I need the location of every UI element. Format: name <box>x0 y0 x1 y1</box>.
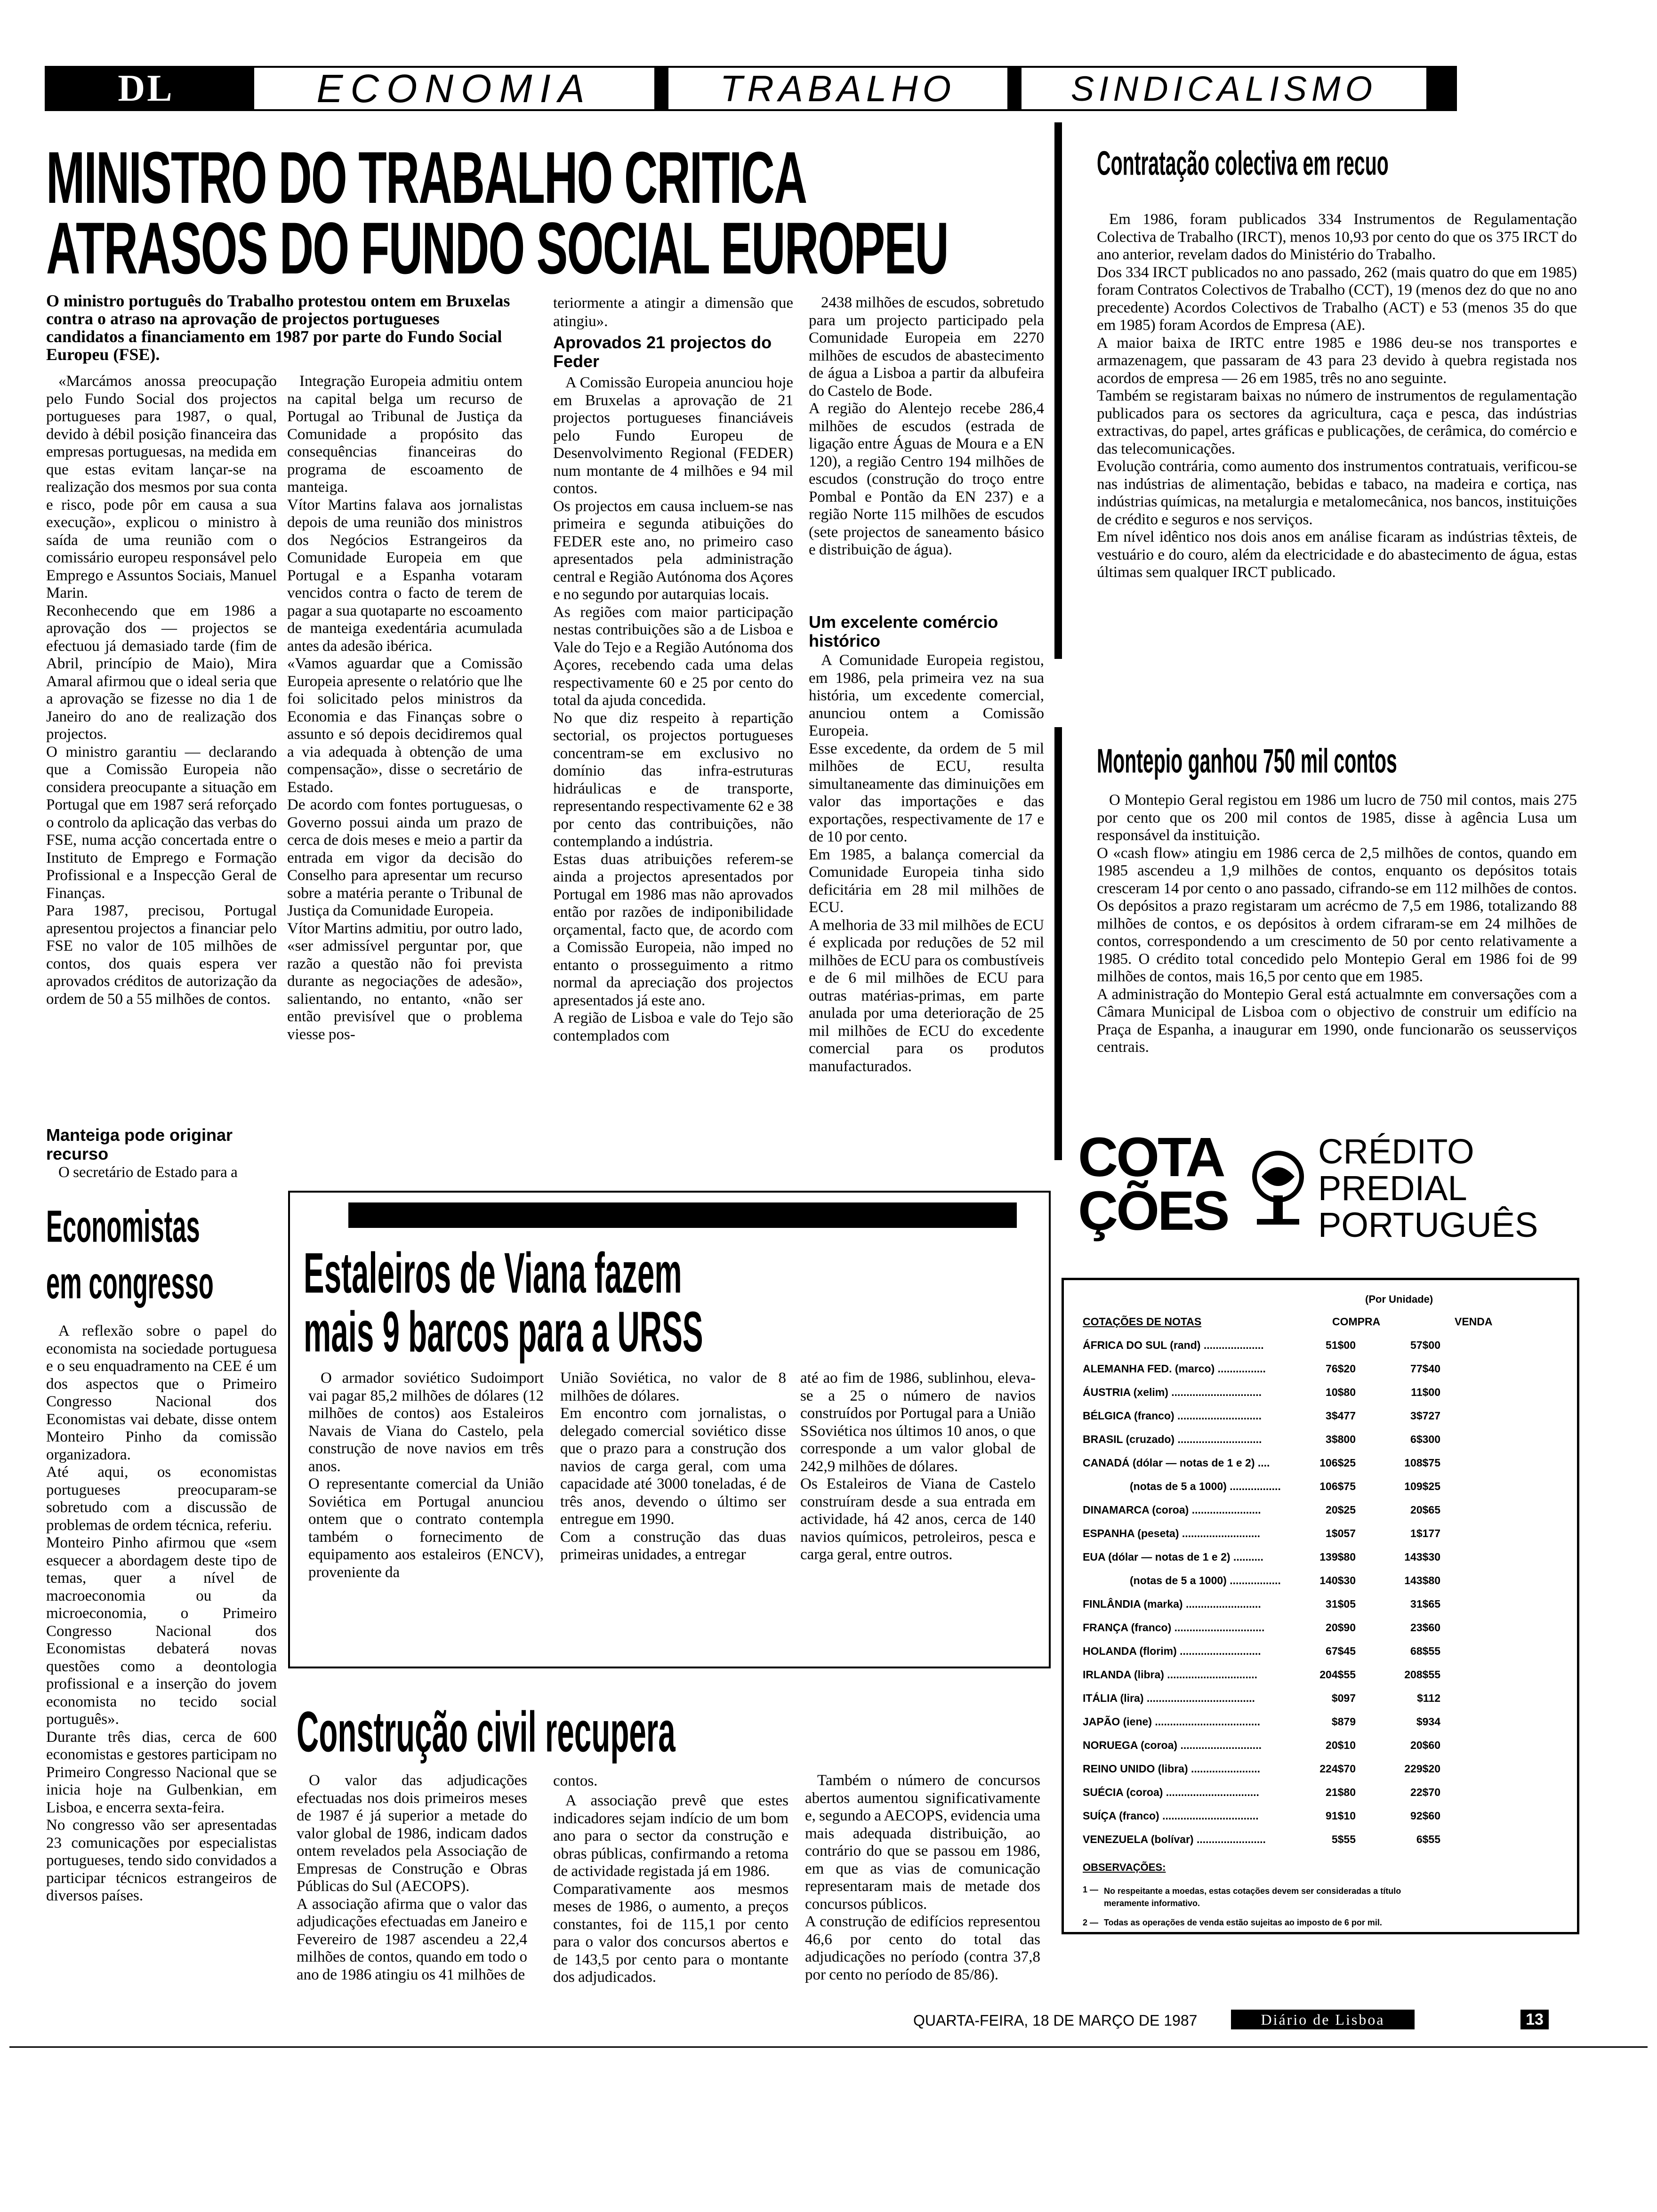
bank-name-1: CRÉDITO <box>1318 1132 1474 1171</box>
bank-name-3: PORTUGUÊS <box>1318 1205 1538 1244</box>
cotacoes-obs1: No respeitante a moedas, estas cotações devem ser consideradas a título meramente informativo. <box>1104 1886 1401 1908</box>
row-sell: 92$60 <box>1410 1810 1440 1822</box>
row-buy: 5$55 <box>1331 1833 1356 1845</box>
row-sell: 20$60 <box>1410 1739 1440 1751</box>
row-sell: 6$55 <box>1416 1833 1440 1845</box>
tab-economia <box>254 68 654 109</box>
tab-trabalho <box>668 68 1007 109</box>
row-currency: EUA (dólar — notas de 1 e 2) .......... <box>1083 1551 1263 1563</box>
row-buy: 139$80 <box>1319 1551 1356 1563</box>
main-col1: «Marcámos anossa preocupação pelo Fundo Social dos projectos portugueses para 1987, o qual, devido à débil posição financeira das empresas portuguesas, na medida em que estas evitam lançar-se na realização dos mesmos por sua conta e risco, pode pôr em causa a sua execução», explicou o ministro à saída de uma reunião com o comissário europeu responsável pelo Emprego e Assuntos Sociais, Manuel Marin. Reconhecendo que em 1986 a aprovação dos — projectos se efectuou já demasiado tarde (fim de Abril, princípio de Maio), Mira Amaral afirmou que o ideal seria que a aprovação se fizesse no dia 1 de Janeiro do ano de realização dos projectos. O ministro garantiu — declarando que a Comissão Europeia não considera preocupante a situação em Portugal que em 1987 será reforçado o controlo da aplicação das verbas do FSE, numa acção concertada entre o Instituto de Emprego e Formação Profissional e a Inspecção Geral de Finanças. Para 1987, precisou, Portugal apresentou projectos a financiar pelo FSE no valor de 105 milhões de contos, dos quais espera ver aprovados créditos de autorização da ordem de 50 a 55 milhões de contos. <box>46 373 277 1008</box>
economistas-body: A reflexão sobre o papel do economista na sociedade portuguesa e o seu enquadramento na CEE é um dos aspectos que o Primeiro Congresso Nacional dos Economistas vai debate, disse ontem Monteiro Pinho da comissão organizadora. Até aqui, os economistas portugueses preocuparam-se sobretudo com a discussão de problemas de ordem técnica, referiu. Monteiro Pinho afirmou que «sem esquecer a abordagem deste tipo de temas, quer a nível de macroeconomia ou da microeconomia, o Primeiro Congresso Nacional dos Economistas debaterá novas questões como a deontologia profissional e a inserção do jovem economista no tecido social português». Durante três dias, cerca de 600 economistas e gestores participam no Primeiro Congresso Nacional que se inicia hoje na Gulbenkian, em Lisboa, e encerra sexta-feira. No congresso vão ser apresentadas 23 comunicações por especialistas portugueses, tendo sido convidados a participar técnicos estrangeiros de diversos países. <box>46 1322 277 1904</box>
estaleiros-col2: União Soviética, no valor de 8 milhões de dólares. Em encontro com jornalistas, o delegado comercial soviético disse que o prazo para a construção dos navios de carga geral, com uma capacidade até 3000 toneladas, é de três anos, devendo o último ser entregue em 1990. Com a construção das duas primeiras unidades, a entregar <box>560 1370 786 1563</box>
sub-comercio: Um excelente comércio histórico <box>809 612 998 650</box>
row-currency: SUÍÇA (franco) ................................ <box>1083 1810 1259 1822</box>
row-buy: 20$10 <box>1326 1739 1356 1751</box>
row-buy: 31$05 <box>1326 1598 1356 1610</box>
row-buy: 91$10 <box>1326 1810 1356 1822</box>
estaleiros-title-line1: Estaleiros de Viana fazem <box>304 1241 682 1305</box>
dl-logo: DL <box>118 67 174 109</box>
row-buy: 204$55 <box>1319 1668 1356 1681</box>
cotacoes-col-buy: COMPRA <box>1332 1315 1381 1328</box>
cotacoes-logo-word1: COTA <box>1078 1126 1224 1188</box>
row-buy: 140$30 <box>1319 1574 1356 1587</box>
cotacoes-unit: (Por Unidade) <box>1365 1293 1433 1305</box>
row-currency: CANADÁ (dólar — notas de 1 e 2) .... <box>1083 1457 1270 1469</box>
row-currency: REINO UNIDO (libra) ....................... <box>1083 1763 1260 1775</box>
table-row <box>1083 1362 1440 1386</box>
main-headline-line2: ATRASOS DO FUNDO SOCIAL EUROPEU <box>46 208 948 290</box>
table-row <box>1083 1621 1440 1645</box>
table-row <box>1083 1504 1440 1527</box>
main-headline-line1: MINISTRO DO TRABALHO CRITICA <box>46 137 807 219</box>
row-buy: 20$90 <box>1326 1621 1356 1634</box>
main-col1-end: O secretário de Estado para a <box>58 1164 238 1181</box>
row-sell: 77$40 <box>1410 1362 1440 1375</box>
row-currency: ALEMANHA FED. (marco) ................ <box>1083 1362 1266 1375</box>
table-row <box>1083 1457 1440 1480</box>
row-currency: BRASIL (cruzado) ............................ <box>1083 1433 1262 1445</box>
montepio-body: O Montepio Geral registou em 1986 um lucro de 750 mil contos, mais 275 por cento que os 200 mil contos de 1985, disse à agência Lusa um responsável da instituição. O «cash flow» atingiu em 1986 cerca de 2,5 milhões de contos, quando em 1985 ascendeu a 1,9 milhões de contos, enquanto os depósitos totais cresceram 14 por cento o ano passado, cifrando-se em 112 milhões de contos. Os depósitos a prazo registaram um acrécmo de 7,5 em 1986, totalizando 88 milhões de contos, e os depósitos à ordem cifraram-se em 24 milhões de contos, correspondendo a um crescimento de 50 por cento relativamente a 1985. O crédito total concedido pelo Montepio Geral em 1986 foi de 99 milhões de contos, mais 16,5 por cento que em 1985. A administração do Montepio Geral está actualmnte em conversações com a Câmara Municipal de Lisboa com o objectivo de construir um edifício na Praça de Espanha, a inaugurar em 1990, onde funcionarão os seusserviços centrais. <box>1097 792 1577 1056</box>
tab-sindicalismo-label: SINDICALISMO <box>1070 69 1377 108</box>
row-currency: ITÁLIA (lira) .................................... <box>1083 1692 1255 1704</box>
row-sell: $112 <box>1417 1692 1440 1704</box>
row-sell: 1$177 <box>1410 1527 1440 1539</box>
table-row <box>1083 1574 1440 1598</box>
estaleiros-top-bar <box>348 1202 1017 1228</box>
row-sell: 3$727 <box>1410 1410 1440 1422</box>
row-currency: NORUEGA (coroa) ........................... <box>1083 1739 1262 1751</box>
row-sell: 143$80 <box>1404 1574 1440 1587</box>
main-col3: A Comissão Europeia anunciou hoje em Bruxelas a aprovação de 21 projectos portugueses financiáveis pelo Fundo Europeu de Desenvolvimento Regional (FEDER) num montante de 4 milhões e 94 mil contos. Os projectos em causa incluem-se nas primeira e segunda atibuições do FEDER este ano, no primeiro caso apresentados pela administração central e Região Autónoma dos Açores e no segundo por autarquias locais. As regiões com maior participação nestas contribuições são a de Lisboa e Vale do Tejo e a Região Autónoma dos Açores, recebendo cada uma delas respectivamente 60 e 25 por cento do total da ajuda concedida. No que diz respeito à repartição sectorial, os projectos portugueses concentram-se em exclusivo no domínio das infra-estruturas hidráulicas e de transporte, representando respectivamente 62 e 38 por cento das contribuições, não contemplando a indústria. Estas duas atribuições referem-se ainda a projectos apresentados por Portugal em 1986 mas não aprovados então por razões de indiponibilidade orçamental, facto que, de acordo com a Comissão Europeia, não imped no entanto o prosseguimento a ritmo normal da apreciação dos projectos apresentados já este ano. A região de Lisboa e vale do Tejo são contemplados com <box>553 374 793 1044</box>
row-sell: 208$55 <box>1404 1668 1440 1681</box>
footer-date: QUARTA-FEIRA, 18 DE MARÇO DE 1987 <box>913 2012 1198 2029</box>
table-row <box>1083 1480 1440 1504</box>
row-buy: 20$25 <box>1326 1504 1356 1516</box>
table-row <box>1083 1551 1440 1574</box>
main-col3-start: teriormente a atingir a dimensão que atingiu». <box>553 295 793 330</box>
row-buy: 3$800 <box>1326 1433 1356 1445</box>
row-buy: 3$477 <box>1326 1410 1356 1422</box>
row-buy: $097 <box>1331 1692 1356 1704</box>
row-sell: 31$65 <box>1410 1598 1440 1610</box>
row-buy: $879 <box>1331 1715 1356 1728</box>
row-buy: 10$80 <box>1326 1386 1356 1398</box>
estaleiros-col3: até ao fim de 1986, sublinhou, eleva-se a 25 o número de navios construídos por Portugal para a União SSoviética nos últimos 10 anos, o que corresponde a um valor global de 242,9 milhões de dólares. Os Estaleiros de Viana de Castelo construíram desde a sua entrada em actividade, há 42 anos, cerca de 140 navios químicos, petroleiros, pesca e carga geral, entre outros. <box>800 1370 1036 1563</box>
economistas-title-line2: em congresso <box>46 1257 214 1308</box>
table-row <box>1083 1715 1440 1739</box>
construcao-col1: O valor das adjudicações efectuadas nos dois primeiros meses de 1987 é já superior a metade do valor global de 1986, indicam dados ontem revelados pela Associação de Empresas de Construção e Obras Públicas do Sul (AECOPS). A associação afirma que o valor das adjudicações efectuadas em Janeiro e Fevereiro de 1987 ascendeu a 22,4 milhões de contos, quando em todo o ano de 1986 atingiu os 41 milhões de <box>297 1772 527 1983</box>
row-sell: 143$30 <box>1404 1551 1440 1563</box>
cotacoes-col-sell: VENDA <box>1455 1315 1493 1328</box>
row-buy: 67$45 <box>1326 1645 1356 1657</box>
tab-trabalho-label: TRABALHO <box>720 67 956 109</box>
main-col4: 2438 milhões de escudos, sobretudo para um projecto participado pela Comunidade Europeia em 2270 milhões de escudos de abastecimento de água a Lisboa a partir da albufeira do Castelo de Bode. A região do Alentejo recebe 286,4 milhões de escudos (estrada de ligação entre Águas de Moura e a EN 120), a região Centro 194 milhões de escudos (construção do troço entre Pombal e Pontão da EN 237) e a região Norte 115 milhões de escudos (sete projectos de saneamento básico e distribuição de água). <box>809 294 1044 558</box>
row-currency: SUÉCIA (coroa) ............................... <box>1083 1786 1259 1798</box>
table-row <box>1083 1810 1440 1833</box>
table-row <box>1083 1833 1440 1857</box>
main-col4b: A Comunidade Europeia registou, em 1986, pela primeira vez na sua história, um excedente comercial, anunciou ontem a Comissão Europeia. Esse excedente, da ordem de 5 mil milhões de ECU, resulta simultaneamente das diminuições em valor das importações e das exportações, respectivamente de 17 e de 10 por cento. Em 1985, a balança comercial da Comunidade Europeia tinha sido deficitária em 28 mil milhões de ECU. A melhoria de 33 mil milhões de ECU é explicada por reduções de 52 mil milhões de ECU para os combustíveis e de 6 mil milhões de ECU para outras matérias-primas, em parte anulada por uma deterioração de 25 mil milhões de ECU do excedente comercial para os produtos manufacturados. <box>809 652 1044 1075</box>
row-sell: 68$55 <box>1410 1645 1440 1657</box>
row-buy: 21$80 <box>1326 1786 1356 1798</box>
table-row <box>1083 1739 1440 1763</box>
row-currency: IRLANDA (libra) .............................. <box>1083 1668 1258 1681</box>
tab-economia-label: ECONOMIA <box>316 66 592 111</box>
table-row <box>1083 1786 1440 1810</box>
contratacao-rule <box>1054 122 1062 659</box>
row-currency: VENEZUELA (bolívar) ....................... <box>1083 1833 1266 1845</box>
bank-name-2: PREDIAL <box>1318 1169 1467 1208</box>
footer-paper-name: Diário de Lisboa <box>1231 2010 1415 2029</box>
contratacao-title: Contratação colectiva em recuo <box>1097 144 1389 183</box>
table-row <box>1083 1339 1440 1362</box>
row-sell: 23$60 <box>1410 1621 1440 1634</box>
row-buy: 76$20 <box>1326 1362 1356 1375</box>
footer-page-number: 13 <box>1520 2010 1549 2029</box>
construcao-col2-start: contos. <box>553 1772 598 1789</box>
cotacoes-logo <box>1073 1126 1549 1247</box>
row-currency: BÉLGICA (franco) ............................ <box>1083 1410 1262 1422</box>
row-currency: (notas de 5 a 1000) ................. <box>1130 1574 1281 1587</box>
row-buy: 51$00 <box>1326 1339 1356 1351</box>
row-sell: 11$00 <box>1411 1386 1440 1398</box>
table-row <box>1083 1668 1440 1692</box>
contratacao-body: Em 1986, foram publicados 334 Instrumentos de Regulamentação Colectiva de Trabalho (IRCT), menos 10,93 por cento do que os 375 IRCT do ano anterior, revelam dados do Ministério do Trabalho. Dos 334 IRCT publicados no ano passado, 262 (mais quatro do que em 1985) foram Contratos Colectivos de Trabalho (CCT), 19 (menos dez do que no ano precedente) Acordos Colectivos de Trabalho (ACT) e 53 (menos 35 do que em 1985) foram Acordos de Empresa (AE). A maior baixa de IRTC entre 1985 e 1986 deu-se nos transportes e armazenagem, que passaram de 43 para 23 devido à quebra registada nos acordos de empresa — 26 em 1985, três no ano seguinte. Também se registaram baixas no número de instrumentos de regulamentação publicados para os sectores da agricultura, caça e pesca, das indústrias extractivas, do papel, artes gráficas e publicações, de cerâmica, do comércio e das telecomunicações. Evolução contrária, como aumento dos instrumentos contratuais, verificou-se nas indústrias de alimentação, bebidas e tabaco, na madeira e cortiça, nas indústrias químicas, na metalurgia e metalomecânica, nos bancos, instituições de crédito e seguros e nos serviços. Em nível idêntico nos dois anos em análise ficaram as indústrias têxteis, de vestuário e do couro, além da electricidade e do abastecimento de água, estas últimas sem qualquer IRCT publicado. <box>1097 211 1577 581</box>
table-row <box>1083 1386 1440 1410</box>
table-row <box>1083 1763 1440 1786</box>
economistas-title-line1: Economistas <box>46 1201 200 1252</box>
sub-feder: Aprovados 21 projectos do Feder <box>553 333 772 371</box>
row-currency: ESPANHA (peseta) .......................... <box>1083 1527 1261 1539</box>
row-currency: FINLÂNDIA (marka) ......................... <box>1083 1598 1261 1610</box>
construcao-col2: A associação prevê que estes indicadores sejam indício de um bom ano para o sector da construção e obras públicas, confirmando a retoma de actividade registada já em 1986. Comparativamente aos mesmos meses de 1986, o aumento, a preços constantes, foi de 115,1 por cento para o valor dos concursos abertos e de 143,5 por cento para o montante dos adjudicados. <box>553 1792 788 1986</box>
row-currency: ÁFRICA DO SUL (rand) .................... <box>1083 1339 1264 1351</box>
row-sell: 20$65 <box>1410 1504 1440 1516</box>
tab-sindicalismo <box>1022 68 1426 109</box>
row-currency: JAPÃO (iene) ................................... <box>1083 1715 1261 1728</box>
row-currency: DINAMARCA (coroa) ....................... <box>1083 1504 1261 1516</box>
row-buy: 106$25 <box>1319 1457 1356 1469</box>
row-sell: 109$25 <box>1404 1480 1440 1492</box>
cotacoes-obs-title: OBSERVAÇÕES: <box>1083 1861 1166 1873</box>
row-buy: 224$70 <box>1319 1763 1356 1775</box>
footer-rule <box>9 2046 1648 2048</box>
bank-emblem-icon <box>1247 1148 1309 1228</box>
row-currency: (notas de 5 a 1000) ................. <box>1130 1480 1281 1492</box>
row-buy: 106$75 <box>1319 1480 1356 1492</box>
row-currency: ÁUSTRIA (xelim) .............................. <box>1083 1386 1262 1398</box>
table-row <box>1083 1527 1440 1551</box>
cotacoes-col-notes: COTAÇÕES DE NOTAS <box>1083 1315 1202 1328</box>
row-currency: HOLANDA (florim) ........................... <box>1083 1645 1261 1657</box>
table-row <box>1083 1645 1440 1668</box>
construcao-title: Construção civil recupera <box>297 1699 676 1764</box>
main-col2: Integração Europeia admitiu ontem na capital belga um recurso de Portugal ao Tribunal de Justiça da Comunidade a propósito das consequências financeiras do programa de escoamento de manteiga. Vítor Martins falava aos jornalistas depois de uma reunião dos ministros dos Negócios Estrangeiros da Comunidade Europeia em que Portugal e a Espanha votaram vencidos contra o facto de terem de pagar a sua quotaparte no escoamento de manteiga exedentária acumulada antes da adesão ibérica. «Vamos aguardar que a Comissão Europeia apresente o relatório que lhe foi solicitado pelos ministros da Economia e das Finanças sobre o assunto e só depois decidiremos qual a via adequada à obtenção de uma compensação», disse o secretário de Estado. De acordo com fontes portuguesas, o Governo possui ainda um prazo de cerca de dois meses e meio a partir da entrada em vigor da decisão do Conselho para apresentar um recurso sobre a matéria perante o Tribunal de Justiça da Comunidade Europeia. Vítor Martins admitiu, por outro lado, «ser admissível perguntar por, que razão a questão não foi prevista durante as negociações de adesão», salientando, no entanto, «não ser então previsível que o problema viesse pos- <box>287 373 523 1043</box>
cotacoes-logo-word2: ÇÕES <box>1078 1180 1228 1242</box>
row-sell: 57$00 <box>1410 1339 1440 1351</box>
row-sell: 108$75 <box>1404 1457 1440 1469</box>
row-sell: 22$70 <box>1410 1786 1440 1798</box>
cotacoes-obs1-num: 1 — <box>1083 1885 1099 1894</box>
table-row <box>1083 1598 1440 1621</box>
table-row <box>1083 1692 1440 1715</box>
table-row <box>1083 1410 1440 1433</box>
row-currency: FRANÇA (franco) .............................. <box>1083 1621 1265 1634</box>
estaleiros-col1: O armador soviético Sudoimport vai pagar 85,2 milhões de dólares (12 milhões de contos) aos Estaleiros Navais de Viana do Castelo, pela construção de nove navios em três anos. O representante comercial da União Soviética em Portugal anunciou ontem que o contrato contempla também o fornecimento de equipamento aos estaleiros (ENCV), proveniente da <box>308 1370 544 1581</box>
estaleiros-title-line2: mais 9 barcos para a URSS <box>304 1299 703 1364</box>
table-row <box>1083 1433 1440 1457</box>
row-buy: 1$057 <box>1326 1527 1356 1539</box>
construcao-col3: Também o número de concursos abertos aumentou significativamente e, segundo a AECOPS, evidencia uma mais adequada distribuição, ao contrário do que se passou em 1986, em que as vias de comunicação representaram mais de metade dos concursos públicos. A construção de edifícios representou 46,6 por cento do total das adjudicações no período (contra 37,8 por cento no período de 85/86). <box>805 1772 1040 1983</box>
cotacoes-obs2-num: 2 — <box>1083 1918 1099 1927</box>
main-lead: O ministro português do Trabalho protestou ontem em Bruxelas contra o atraso na aprovação de projectos portugueses candidatos a financiamento em 1987 por parte do Fundo Social Europeu (FSE). <box>46 291 510 364</box>
montepio-rule <box>1054 727 1062 1160</box>
row-sell: 6$300 <box>1410 1433 1440 1445</box>
row-sell: $934 <box>1416 1715 1440 1728</box>
montepio-title: Montepio ganhou 750 mil contos <box>1097 742 1397 780</box>
sub-manteiga: Manteiga pode originar recurso <box>46 1125 233 1163</box>
row-sell: 229$20 <box>1404 1763 1440 1775</box>
cotacoes-obs2: Todas as operações de venda estão sujeitas ao imposto de 6 por mil. <box>1104 1918 1382 1927</box>
